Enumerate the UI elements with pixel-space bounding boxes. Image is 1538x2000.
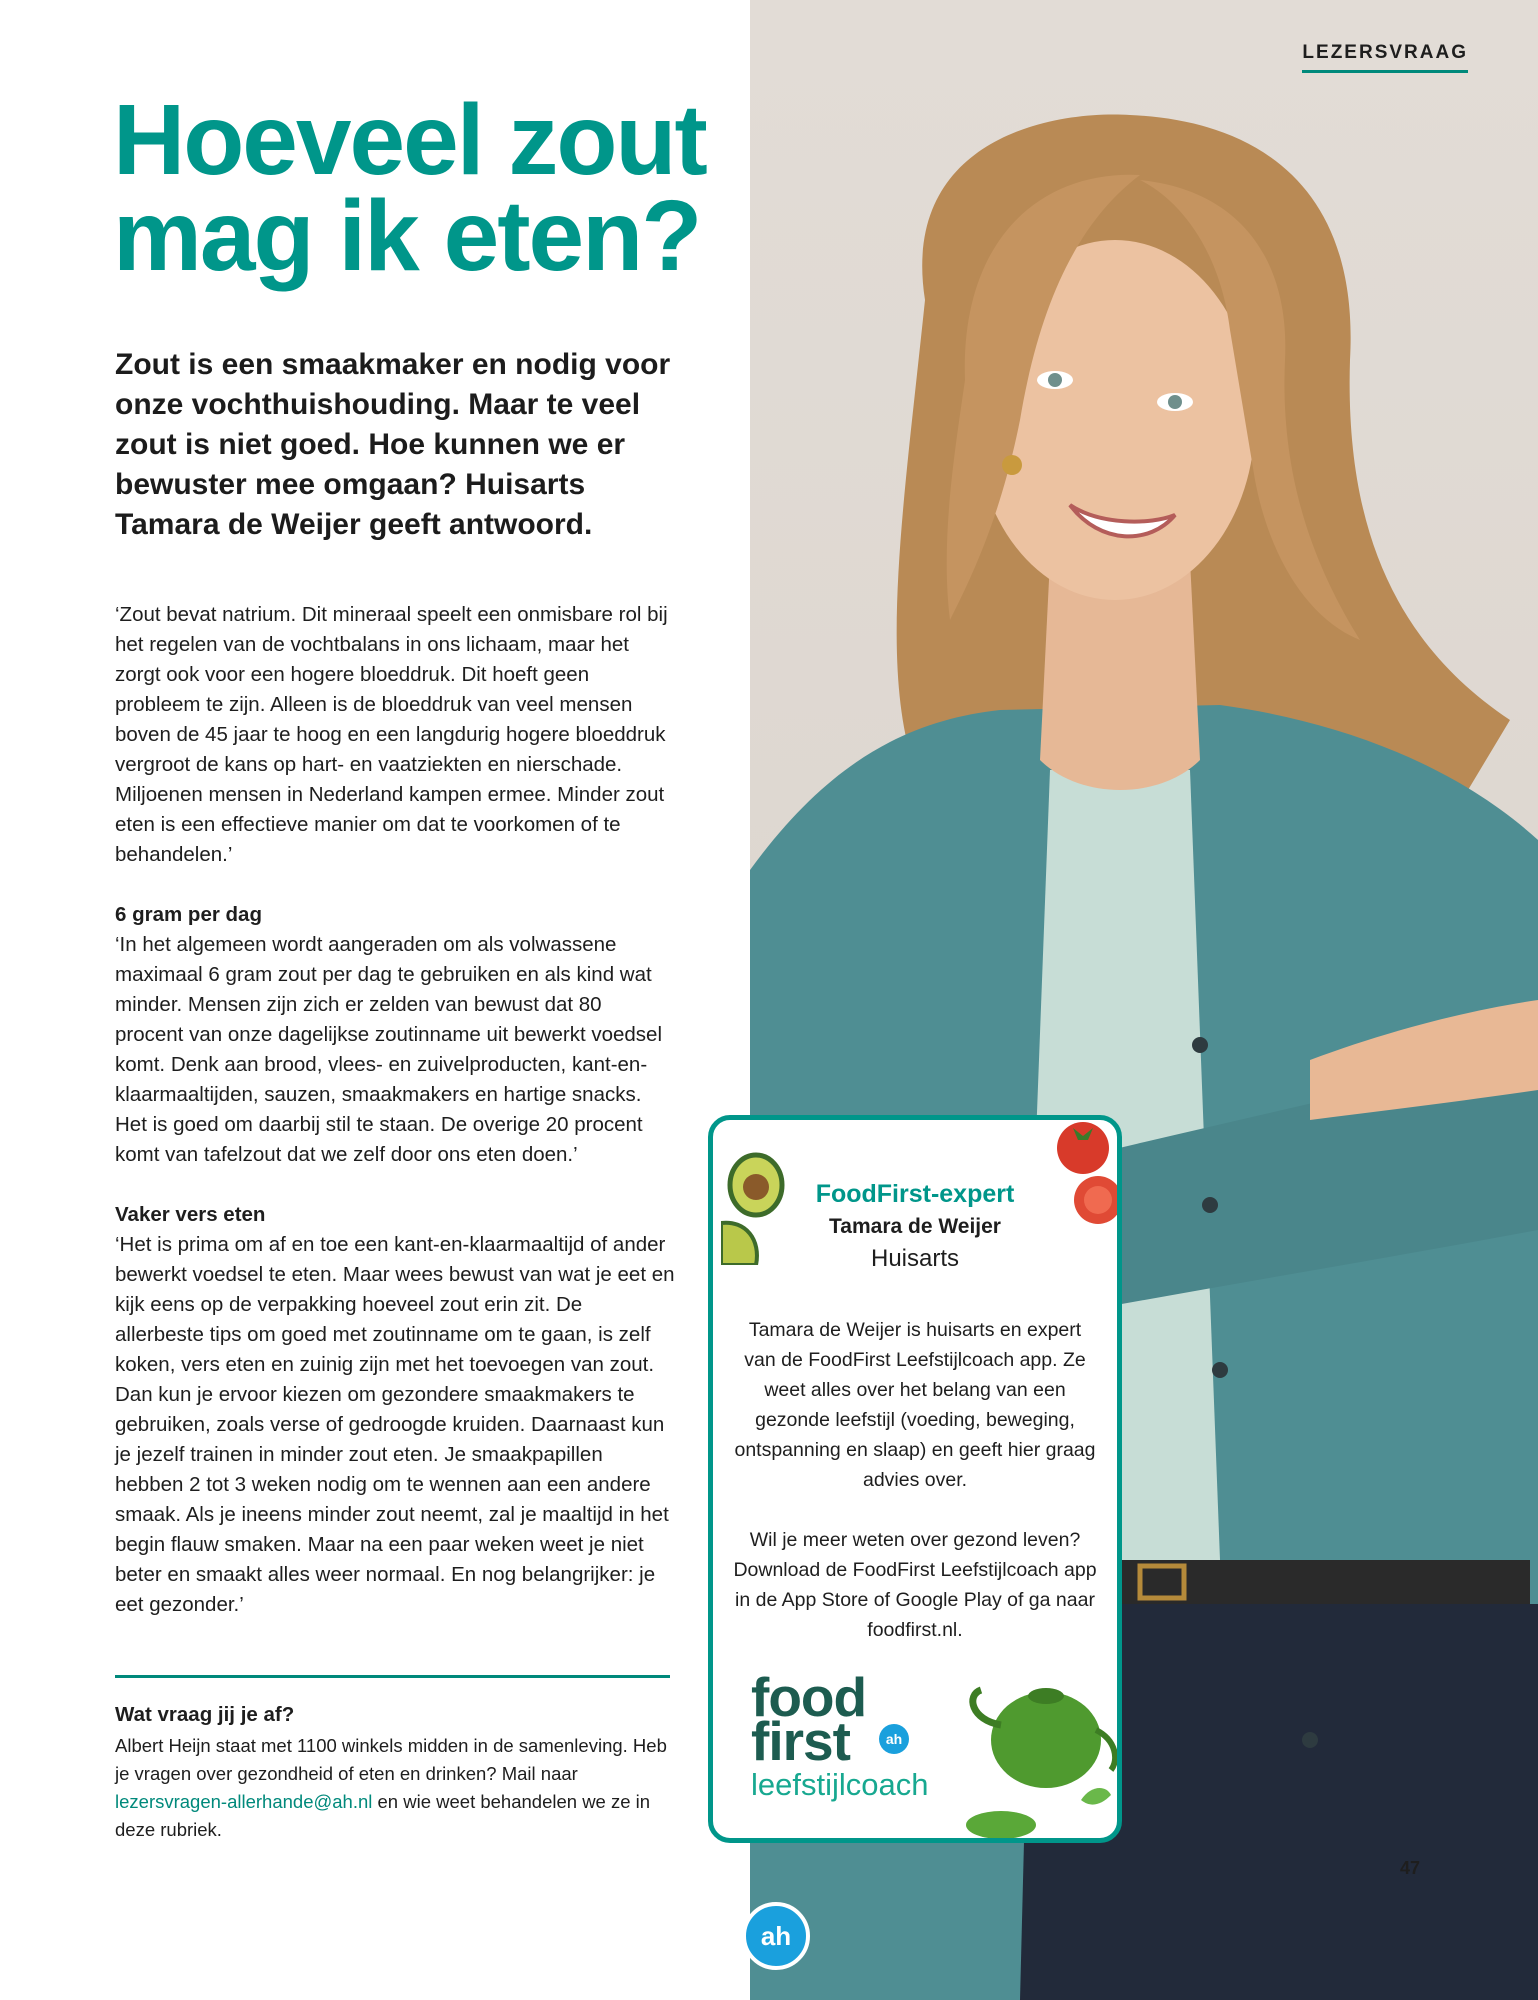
article-body — [115, 600, 675, 1620]
expert-card — [708, 1115, 1122, 1843]
subheading-6-gram: 6 gram per dag — [115, 903, 262, 926]
title-line-1: Hoeveel zout — [113, 84, 706, 196]
question-text-before: Albert Heijn staat met 1100 winkels midden in de samenleving. Heb je vragen over gezondheid of eten en drinken? Mail naar — [115, 1735, 667, 1784]
expert-title: FoodFirst-expert — [815, 1180, 1015, 1208]
reader-question-box — [115, 1700, 675, 1844]
title-line-2: mag ik eten? — [113, 180, 701, 292]
expert-bio-block — [733, 1315, 1097, 1645]
logo-word-leefstijlcoach: leefstijlcoach — [751, 1767, 929, 1802]
page-number: 47 — [1400, 1858, 1421, 1878]
logo-word-food: food — [751, 1666, 867, 1728]
expert-role: Huisarts — [870, 1245, 960, 1272]
subheading-vaker-vers-eten: Vaker vers eten — [115, 1203, 266, 1226]
question-text-after: en wie weet behandelen we ze in deze rubriek. — [115, 1791, 651, 1840]
paragraph-3: ‘Het is prima om af en toe een kant-en-klaarmaaltijd of ander bewerkt voedsel te eten. Maar wees bewust van wat je eet en kijk eens op de verpakking hoeveel zout erin zit. De allerbeste tips om goed met zoutinname om te gaan, is zelf koken, vers eten en zuinig zijn met het toevoegen van zout. Dan kun je ervoor kiezen om gezondere smaakmakers te gebruiken, zoals verse of gedroogde kruiden. Daarnaast kun je jezelf trainen in minder zout eten. Je smaakpapillen hebben 2 tot 3 weken nodig om te wennen aan een andere smaak. Als je ineens minder zout neemt, zal je maaltijd in het begin flauw smaken. Maar na een paar weken weet je niet beter en smaakt alles weer normaal. En nog belangrijker: je eet gezonder.’ — [115, 1233, 675, 1616]
expert-name: Tamara de Weijer — [829, 1215, 1001, 1238]
email-link[interactable]: lezersvragen-allerhande@ah.nl — [115, 1791, 373, 1812]
section-divider — [115, 1675, 670, 1678]
section-label: LEZERSVRAAG — [1302, 42, 1468, 73]
question-text — [115, 1732, 675, 1844]
albert-heijn-logo: ah — [742, 1902, 810, 1970]
logo-word-first: first — [751, 1710, 850, 1772]
question-heading: Wat vraag jij je af? — [115, 1703, 295, 1726]
ah-mini-logo: ah — [879, 1724, 909, 1754]
expert-cta: Wil je meer weten over gezond leven? Download de FoodFirst Leefstijlcoach app in de App Store of Google Play of ga naar foodfirst.nl. — [733, 1529, 1097, 1641]
expert-bio: Tamara de Weijer is huisarts en expert van de FoodFirst Leefstijlcoach app. Ze weet alles over het belang van een gezonde leefstijl (voeding, beweging, ontspanning en slaap) en geeft hier graag advies over. — [734, 1319, 1096, 1491]
paragraph-2: ‘In het algemeen wordt aangeraden om als volwassene maximaal 6 gram zout per dag te gebruiken en als kind wat minder. Mensen zijn zich er zelden van bewust dat 80 procent van onze dagelijkse zoutinname uit bewerkt voedsel komt. Denk aan brood, vlees- en zuivelproducten, kant-en-klaarmaaltijden, sauzen, smaakmakers en hartige snacks. Het is goed om daarbij stil te staan. De overige 20 procent komt van tafelzout dat we zelf door ons eten doen.’ — [115, 933, 662, 1166]
paragraph-1: ‘Zout bevat natrium. Dit mineraal speelt een onmisbare rol bij het regelen van de vochtbalans in ons lichaam, maar het zorgt ook voor een hogere bloeddruk. Dit hoeft geen probleem te zijn. Alleen is de bloeddruk van veel mensen boven de 45 jaar te hoog en een langdurig hogere bloeddruk vergroot de kans op hart- en vaatziekten en nierschade. Miljoenen mensen in Nederland kampen ermee. Minder zout eten is een effectieve manier om dat te voorkomen of te behandelen.’ — [115, 603, 668, 866]
page-title — [113, 84, 753, 292]
article-intro: Zout is een smaakmaker en nodig voor onze vochthuishouding. Maar te veel zout is niet goed. Hoe kunnen we er bewuster mee omgaan? Huisarts Tamara de Weijer geeft antwoord. — [115, 348, 671, 541]
teapot-icon — [961, 1660, 1121, 1840]
